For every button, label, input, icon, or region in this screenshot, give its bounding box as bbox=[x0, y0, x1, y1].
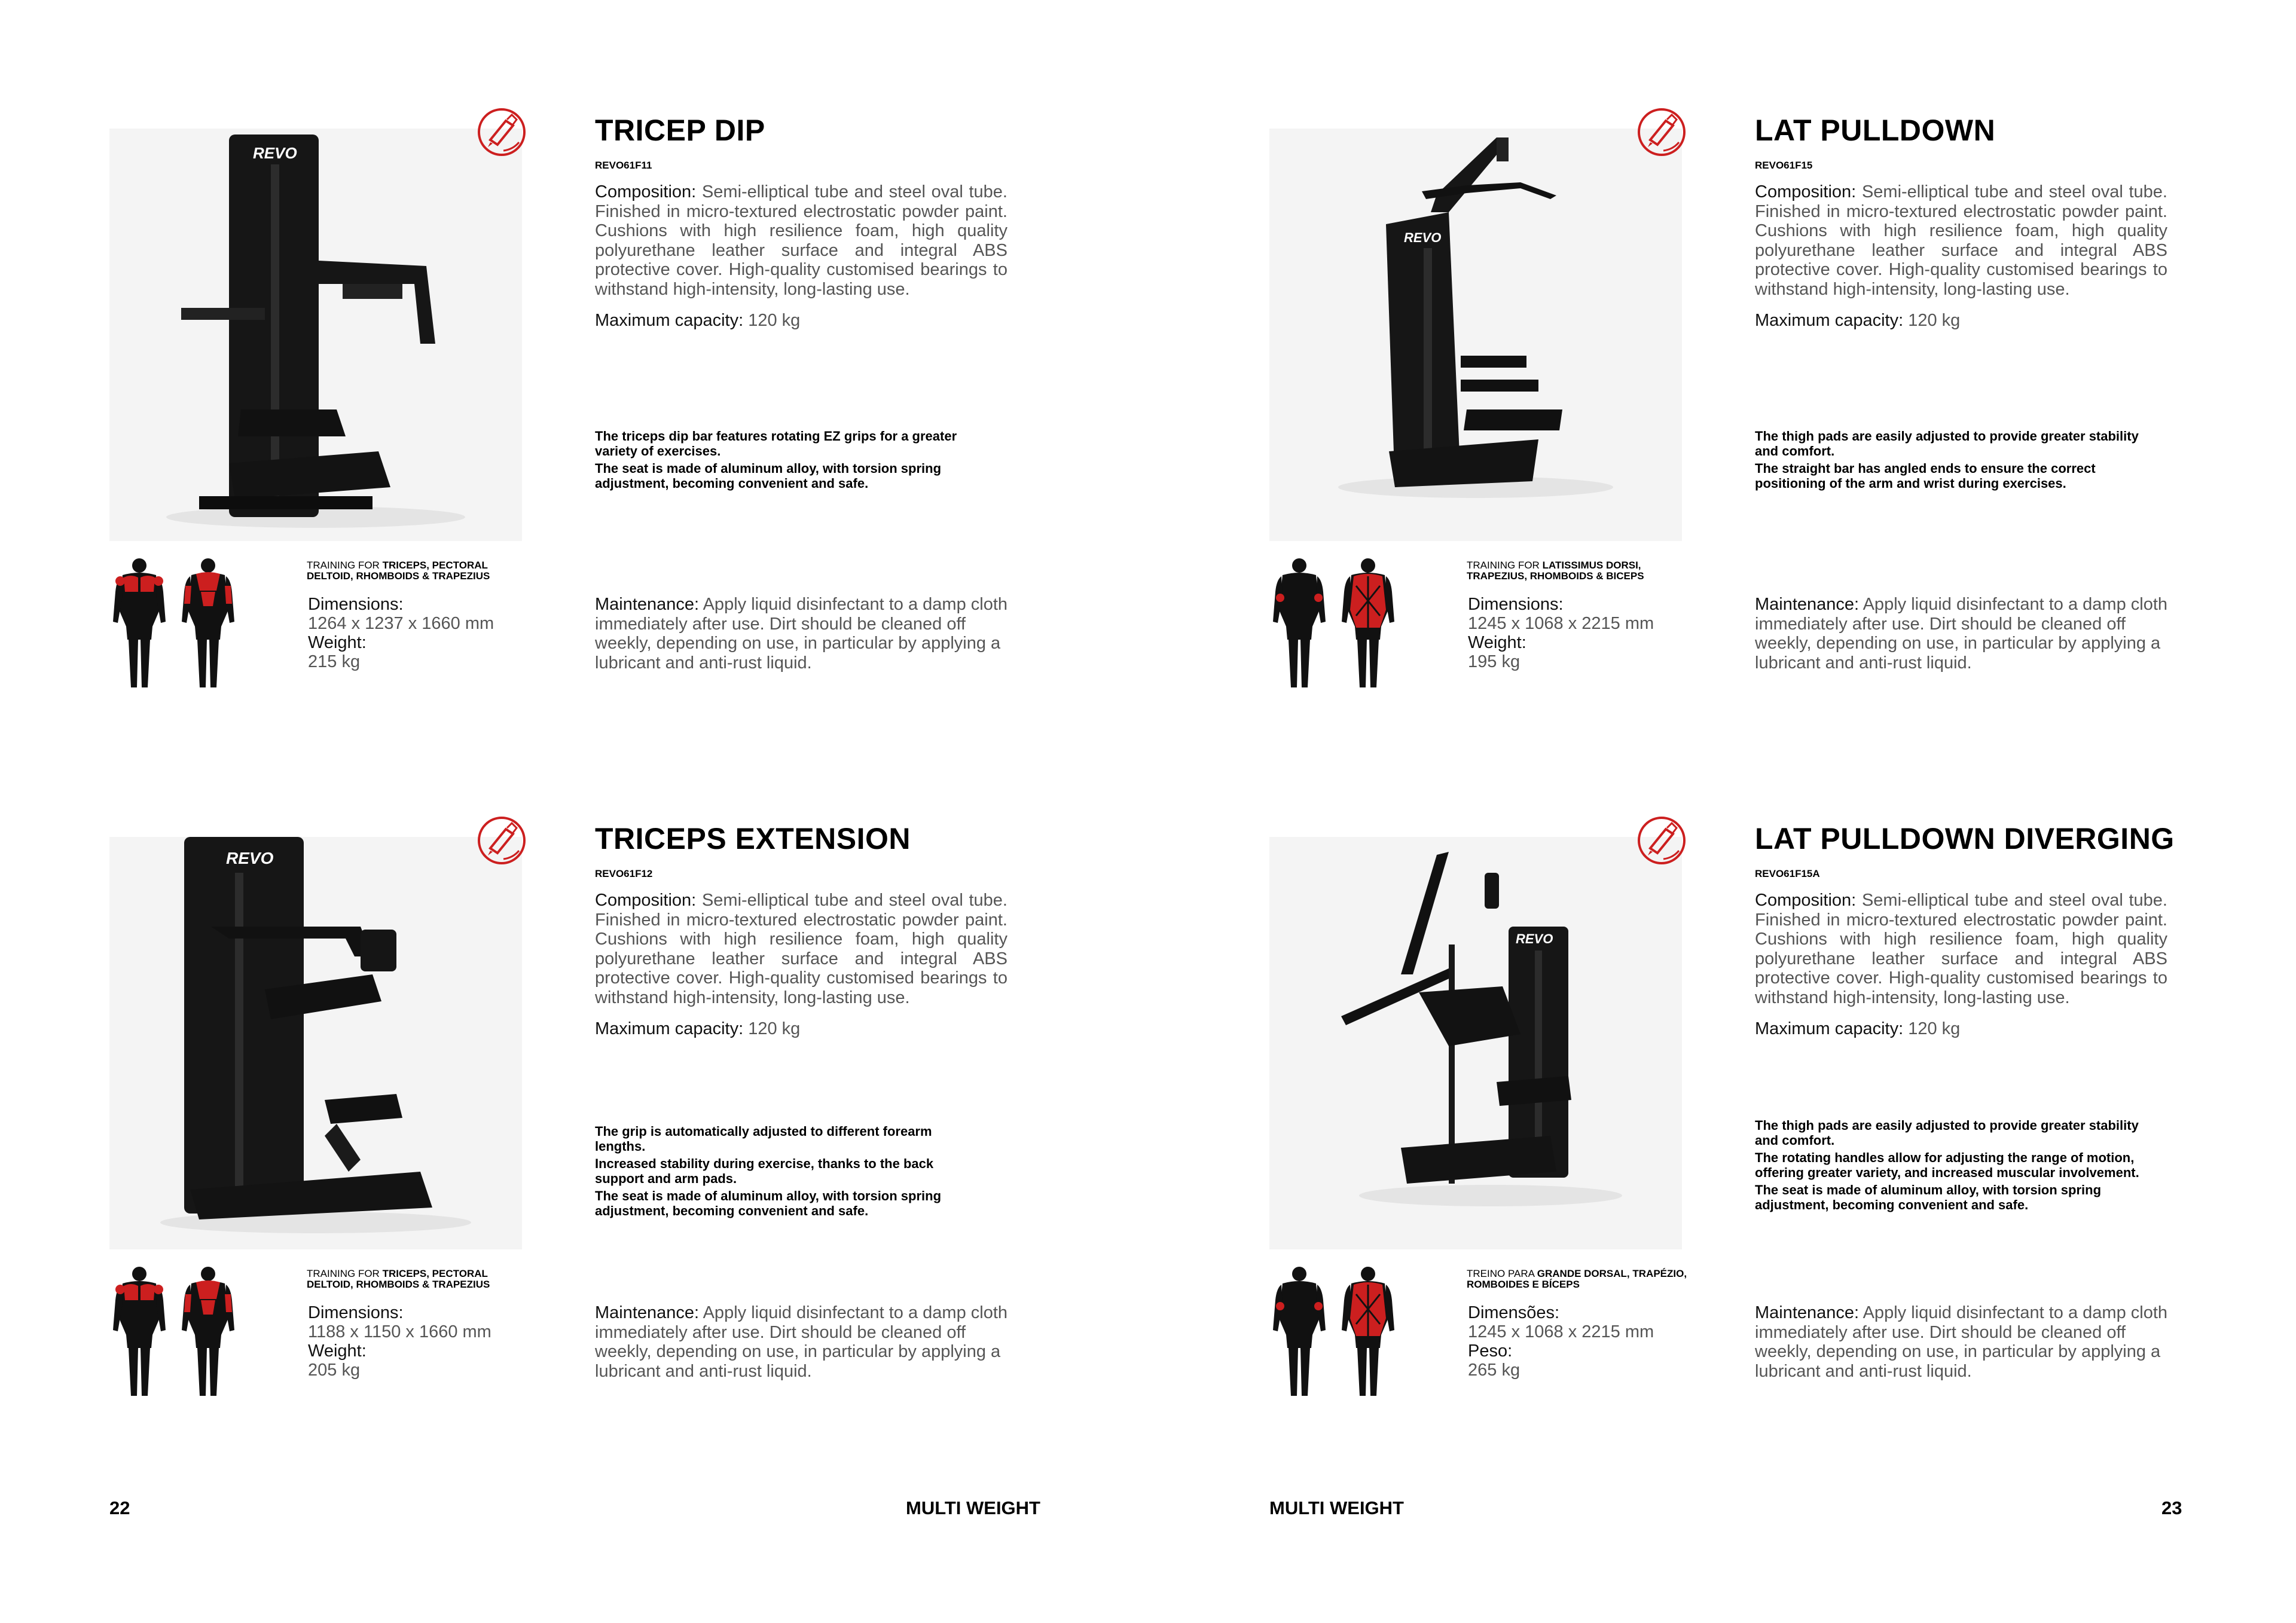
maintenance-text: Maintenance: Apply liquid disinfectant to a damp cloth immediately after use. Dirt should be cleaned off weekly, depending on use, in particular by applying a lubricant and anti-rust liquid. bbox=[1755, 595, 2168, 673]
feature-list bbox=[595, 429, 984, 493]
product-code: REVO61F15A bbox=[1755, 868, 1820, 879]
feature-item: The rotating handles allow for adjusting the range of motion, offering greater variety, and increased muscular involvement. bbox=[1755, 1150, 2139, 1180]
machine-logo: REVO bbox=[253, 144, 297, 162]
muscle-map bbox=[109, 1264, 241, 1399]
max-capacity: Maximum capacity: 120 kg bbox=[595, 1019, 801, 1038]
max-capacity: Maximum capacity: 120 kg bbox=[595, 311, 801, 330]
body-back-icon bbox=[1342, 558, 1394, 687]
muscle-map bbox=[1269, 1264, 1401, 1399]
training-target: TRAINING FOR TRICEPS, PECTORAL DELTOID, RHOMBOIDS & TRAPEZIUS bbox=[307, 1268, 490, 1290]
feature-item: Increased stability during exercise, thanks to the back support and arm pads. bbox=[595, 1156, 934, 1186]
feature-item: The seat is made of aluminum alloy, with torsion spring adjustment, becoming convenient and safe. bbox=[595, 461, 942, 491]
custom-badge-icon bbox=[1637, 816, 1686, 865]
feature-item: The triceps dip bar features rotating EZ grips for a greater variety of exercises. bbox=[595, 429, 957, 459]
product-code: REVO61F11 bbox=[595, 160, 652, 171]
product-card-tricep-dip bbox=[109, 114, 1126, 726]
training-target: TRAINING FOR TRICEPS, PECTORAL DELTOID, RHOMBOIDS & TRAPEZIUS bbox=[307, 560, 490, 582]
feature-item: The seat is made of aluminum alloy, with torsion spring adjustment, becoming convenient and safe. bbox=[1755, 1182, 2102, 1212]
dimensions-block: Dimensões: 1245 x 1068 x 2215 mm Peso: 265 kg bbox=[1468, 1303, 1654, 1380]
training-target: TRAINING FOR LATISSIMUS DORSI, TRAPEZIUS, RHOMBOIDS & BICEPS bbox=[1467, 560, 1644, 582]
product-card-lat-pulldown-diverging bbox=[1269, 822, 2286, 1435]
dimensions-block: Dimensions: 1188 x 1150 x 1660 mm Weight: 205 kg bbox=[308, 1303, 491, 1380]
section-label-right: MULTI WEIGHT bbox=[1269, 1497, 1404, 1518]
product-photo bbox=[1269, 837, 1682, 1249]
feature-item: The grip is automatically adjusted to different forearm lengths. bbox=[595, 1124, 932, 1154]
product-code: REVO61F12 bbox=[595, 868, 653, 879]
product-title: TRICEP DIP bbox=[595, 114, 765, 147]
product-photo bbox=[109, 837, 522, 1249]
max-capacity: Maximum capacity: 120 kg bbox=[1755, 1019, 1961, 1038]
dimensions-block: Dimensions: 1264 x 1237 x 1660 mm Weight: 215 kg bbox=[308, 595, 494, 671]
feature-item: The straight bar has angled ends to ensure the correct positioning of the arm and wrist during exercises. bbox=[1755, 461, 2096, 491]
body-front-icon bbox=[1273, 558, 1326, 687]
body-front-icon bbox=[1273, 1267, 1326, 1396]
product-photo bbox=[109, 129, 522, 541]
feature-item: The thigh pads are easily adjusted to provide greater stability and comfort. bbox=[1755, 429, 2139, 459]
body-back-icon bbox=[182, 558, 234, 687]
page-number-right: 23 bbox=[2161, 1497, 2182, 1518]
feature-list bbox=[595, 1124, 984, 1221]
machine-logo: REVO bbox=[1516, 931, 1553, 946]
feature-list bbox=[1755, 1118, 2144, 1215]
maintenance-text: Maintenance: Apply liquid disinfectant to a damp cloth immediately after use. Dirt should be cleaned off weekly, depending on use, in particular by applying a lubricant and anti-rust liquid. bbox=[595, 1303, 1008, 1381]
feature-item: The seat is made of aluminum alloy, with torsion spring adjustment, becoming convenient and safe. bbox=[595, 1188, 942, 1218]
maintenance-text: Maintenance: Apply liquid disinfectant to a damp cloth immediately after use. Dirt should be cleaned off weekly, depending on use, in particular by applying a lubricant and anti-rust liquid. bbox=[595, 595, 1008, 673]
product-photo bbox=[1269, 129, 1682, 541]
dimensions-block: Dimensions: 1245 x 1068 x 2215 mm Weight: 195 kg bbox=[1468, 595, 1654, 671]
product-card-lat-pulldown bbox=[1269, 114, 2286, 726]
custom-badge-icon bbox=[1637, 108, 1686, 157]
body-back-icon bbox=[182, 1267, 234, 1396]
section-label-left: MULTI WEIGHT bbox=[906, 1497, 1040, 1518]
custom-badge-icon bbox=[477, 108, 526, 157]
muscle-map bbox=[1269, 556, 1401, 690]
machine-logo: REVO bbox=[226, 849, 274, 867]
feature-list bbox=[1755, 429, 2144, 493]
page-number-left: 22 bbox=[109, 1497, 130, 1518]
machine-logo: REVO bbox=[1404, 230, 1442, 245]
body-front-icon bbox=[113, 558, 166, 687]
composition-text: Composition: Semi-elliptical tube and steel oval tube. Finished in micro-textured electrostatic powder paint. Cushions with high resilience foam, high quality polyurethane leather surface and integral ABS protective cover. High-quality customised bearings to withstand high-intensity, long-lasting use. bbox=[1755, 182, 2167, 299]
product-title: TRICEPS EXTENSION bbox=[595, 822, 911, 855]
product-title: LAT PULLDOWN DIVERGING bbox=[1755, 822, 2175, 855]
feature-item: The thigh pads are easily adjusted to provide greater stability and comfort. bbox=[1755, 1118, 2139, 1148]
composition-text: Composition: Semi-elliptical tube and steel oval tube. Finished in micro-textured electrostatic powder paint. Cushions with high resilience foam, high quality polyurethane leather surface and integral ABS protective cover. High-quality customised bearings to withstand high-intensity, long-lasting use. bbox=[595, 891, 1007, 1007]
composition-text: Composition: Semi-elliptical tube and steel oval tube. Finished in micro-textured electrostatic powder paint. Cushions with high resilience foam, high quality polyurethane leather surface and integral ABS protective cover. High-quality customised bearings to withstand high-intensity, long-lasting use. bbox=[1755, 891, 2167, 1007]
training-target: TREINO PARA GRANDE DORSAL, TRAPÉZIO, ROMBOIDES E BÍCEPS bbox=[1467, 1268, 1687, 1290]
product-card-triceps-extension bbox=[109, 822, 1126, 1435]
composition-text: Composition: Semi-elliptical tube and steel oval tube. Finished in micro-textured electrostatic powder paint. Cushions with high resilience foam, high quality polyurethane leather surface and integral ABS protective cover. High-quality customised bearings to withstand high-intensity, long-lasting use. bbox=[595, 182, 1007, 299]
product-title: LAT PULLDOWN bbox=[1755, 114, 1996, 147]
custom-badge-icon bbox=[477, 816, 526, 865]
body-back-icon bbox=[1342, 1267, 1394, 1396]
muscle-map bbox=[109, 556, 241, 690]
product-code: REVO61F15 bbox=[1755, 160, 1813, 171]
maintenance-text: Maintenance: Apply liquid disinfectant to a damp cloth immediately after use. Dirt should be cleaned off weekly, depending on use, in particular by applying a lubricant and anti-rust liquid. bbox=[1755, 1303, 2168, 1381]
max-capacity: Maximum capacity: 120 kg bbox=[1755, 311, 1961, 330]
body-front-icon bbox=[113, 1267, 166, 1396]
